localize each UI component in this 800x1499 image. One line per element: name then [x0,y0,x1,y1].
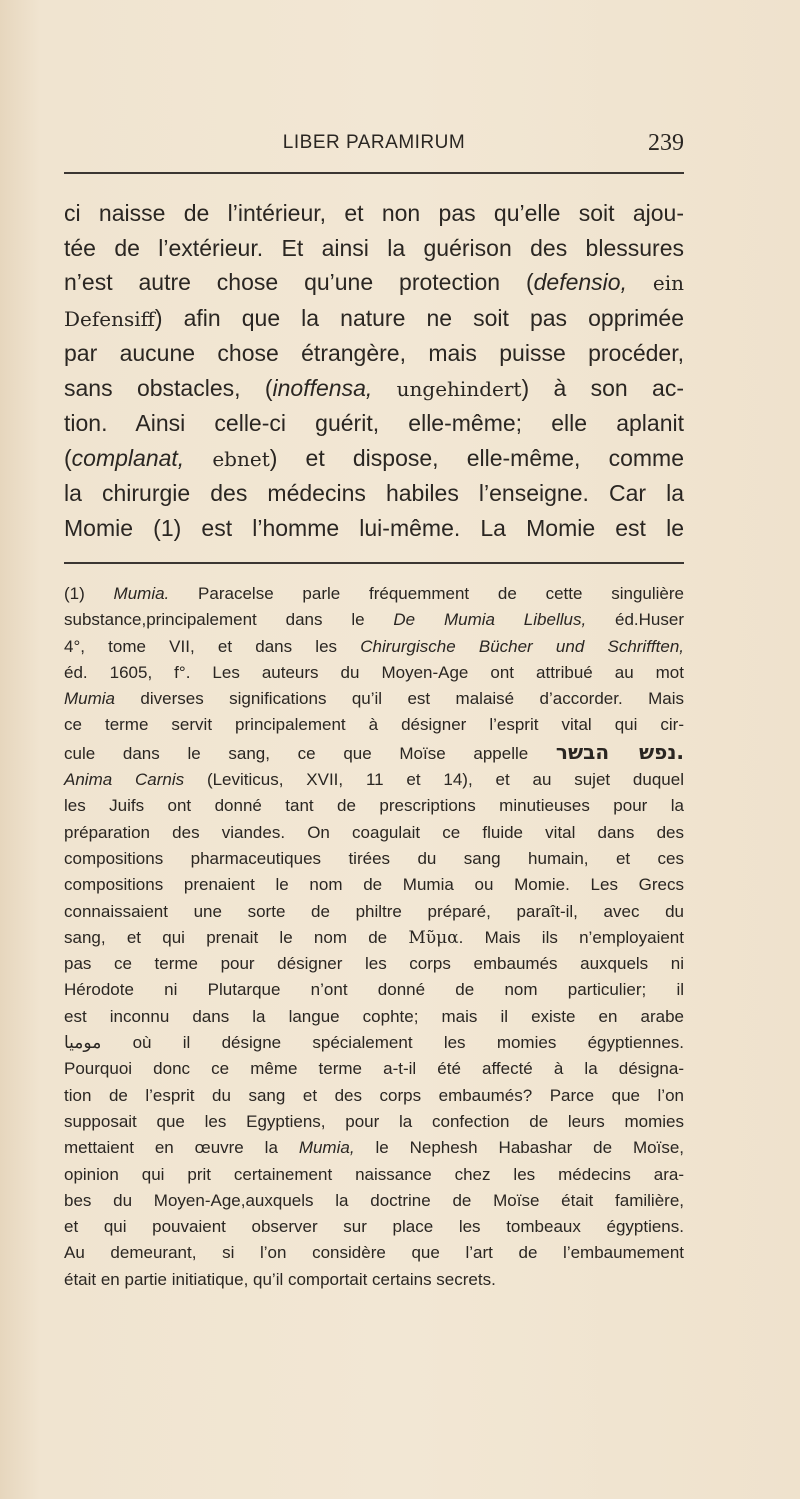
latin-term: complanat, [71,444,185,471]
text-line: sans obstacles, (inoffensa, ungehindert) à son ac- [64,374,684,401]
german-term: ungehindert [396,376,522,401]
text-line: la chirurgie des médecins habiles l’enseigne. Car la [64,480,684,506]
footnote-rule [64,562,684,564]
footnote-line: ce terme servit principalement à désigner l’esprit vital qui cir- [64,715,684,735]
arabic-term: مومیا [64,1033,102,1054]
footnote-line: pas ce terme pour désigner les corps embaumés auxquels ni [64,954,684,974]
greek-term: Μῦμα [408,927,459,948]
footnote-line: mettaient en œuvre la Mumia, le Nephesh Habashar de Moïse, [64,1138,684,1158]
footnote-line: connaissaient une sorte de philtre préparé, paraît-il, avec du [64,901,684,921]
text-line: n’est autre chose qu’une protection (defensio, ein [64,269,684,295]
footnote-line: Anima Carnis (Leviticus, XVII, 11 et 14), et au sujet duquel [64,770,684,790]
footnote-line: 4°, tome VII, et dans les Chirurgische Bücher und Schrifften, [64,636,685,656]
footnote-line: sang, et qui prenait le nom de Μῦμα. Mais ils n’employaient [64,927,684,948]
footnote-line: compositions pharmaceutiques tirées du sang humain, et ces [64,848,684,868]
footnote-line: supposait que les Egyptiens, pour la confection de leurs momies [64,1111,684,1131]
footnote-line: opinion qui prit certainement naissance chez les médecins ara- [64,1164,684,1184]
text-line: tion. Ainsi celle-ci guérit, elle-même; elle aplanit [64,410,684,436]
footnote-line: Mumia diverses significations qu’il est malaisé d’accorder. Mais [64,689,684,709]
text-line: tée de l’extérieur. Et ainsi la guérison des blessures [64,234,684,261]
header-rule [64,172,684,174]
footnote-line: bes du Moyen-Age,auxquels la doctrine de Moïse était familière, [64,1190,684,1210]
running-title: LIBER PARAMIRUM [282,132,466,153]
german-term: ebnet [212,446,270,471]
footnote-line: les Juifs ont donné tant de prescriptions minutieuses pour la [64,796,684,816]
text-line: ci naisse de l’intérieur, et non pas qu’elle soit ajou- [64,200,684,226]
footnote [64,581,684,1293]
footnote-line: cule dans le sang, ce que Moïse appelle נפש הבשר. [64,739,684,764]
german-term: Defensiff [64,306,155,331]
text-line: Momie (1) est l’homme lui-même. La Momie est le [64,514,684,541]
footnote-line: Pourquoi donc ce même terme a-t-il été affecté à la désigna- [64,1059,684,1079]
hebrew-term: נפש הבשר. [555,739,684,764]
footnote-line: Au demeurant, si l’on considère que l’art de l’embaumement [64,1243,684,1263]
footnote-line: éd. 1605, f°. Les auteurs du Moyen-Age ont attribué au mot [64,662,684,682]
footnote-line: Hérodote ni Plutarque n’ont donné de nom particulier; il [64,980,684,1000]
footnote-line: préparation des viandes. On coagulait ce fluide vital dans des [64,822,684,842]
footnote-line: substance,principalement dans le De Mumia Libellus, éd.Huser [64,610,685,630]
text-line: par aucune chose étrangère, mais puisse procéder, [64,340,684,366]
text-line: (complanat, ebnet) et dispose, elle-même, comme [64,444,684,471]
footnote-line: compositions prenaient le nom de Mumia ou Momie. Les Grecs [64,875,684,895]
page-header [64,130,684,164]
german-term: ein [652,271,684,295]
footnote-line: tion de l’esprit du sang et des corps embaumés? Parce que l’on [64,1085,684,1105]
footnote-line: et qui pouvaient observer sur place les tombeaux égyptiens. [64,1217,684,1237]
footnote-line: مومیا où il désigne spécialement les momies égyptiennes. [64,1033,684,1054]
text-line: Defensiff) afin que la nature ne soit pas opprimée [64,304,684,331]
footnote-line: était en partie initiatique, qu’il comportait certains secrets. [64,1269,496,1289]
latin-term: defensio, [533,269,627,295]
main-text [64,196,684,545]
latin-term: inoffensa, [272,374,373,401]
footnote-line: (1) Mumia. Paracelse parle fréquemment de cette singulière [64,584,684,603]
footnote-line: est inconnu dans la langue cophte; mais il existe en arabe [64,1006,684,1026]
page-number: 239 [648,130,684,156]
